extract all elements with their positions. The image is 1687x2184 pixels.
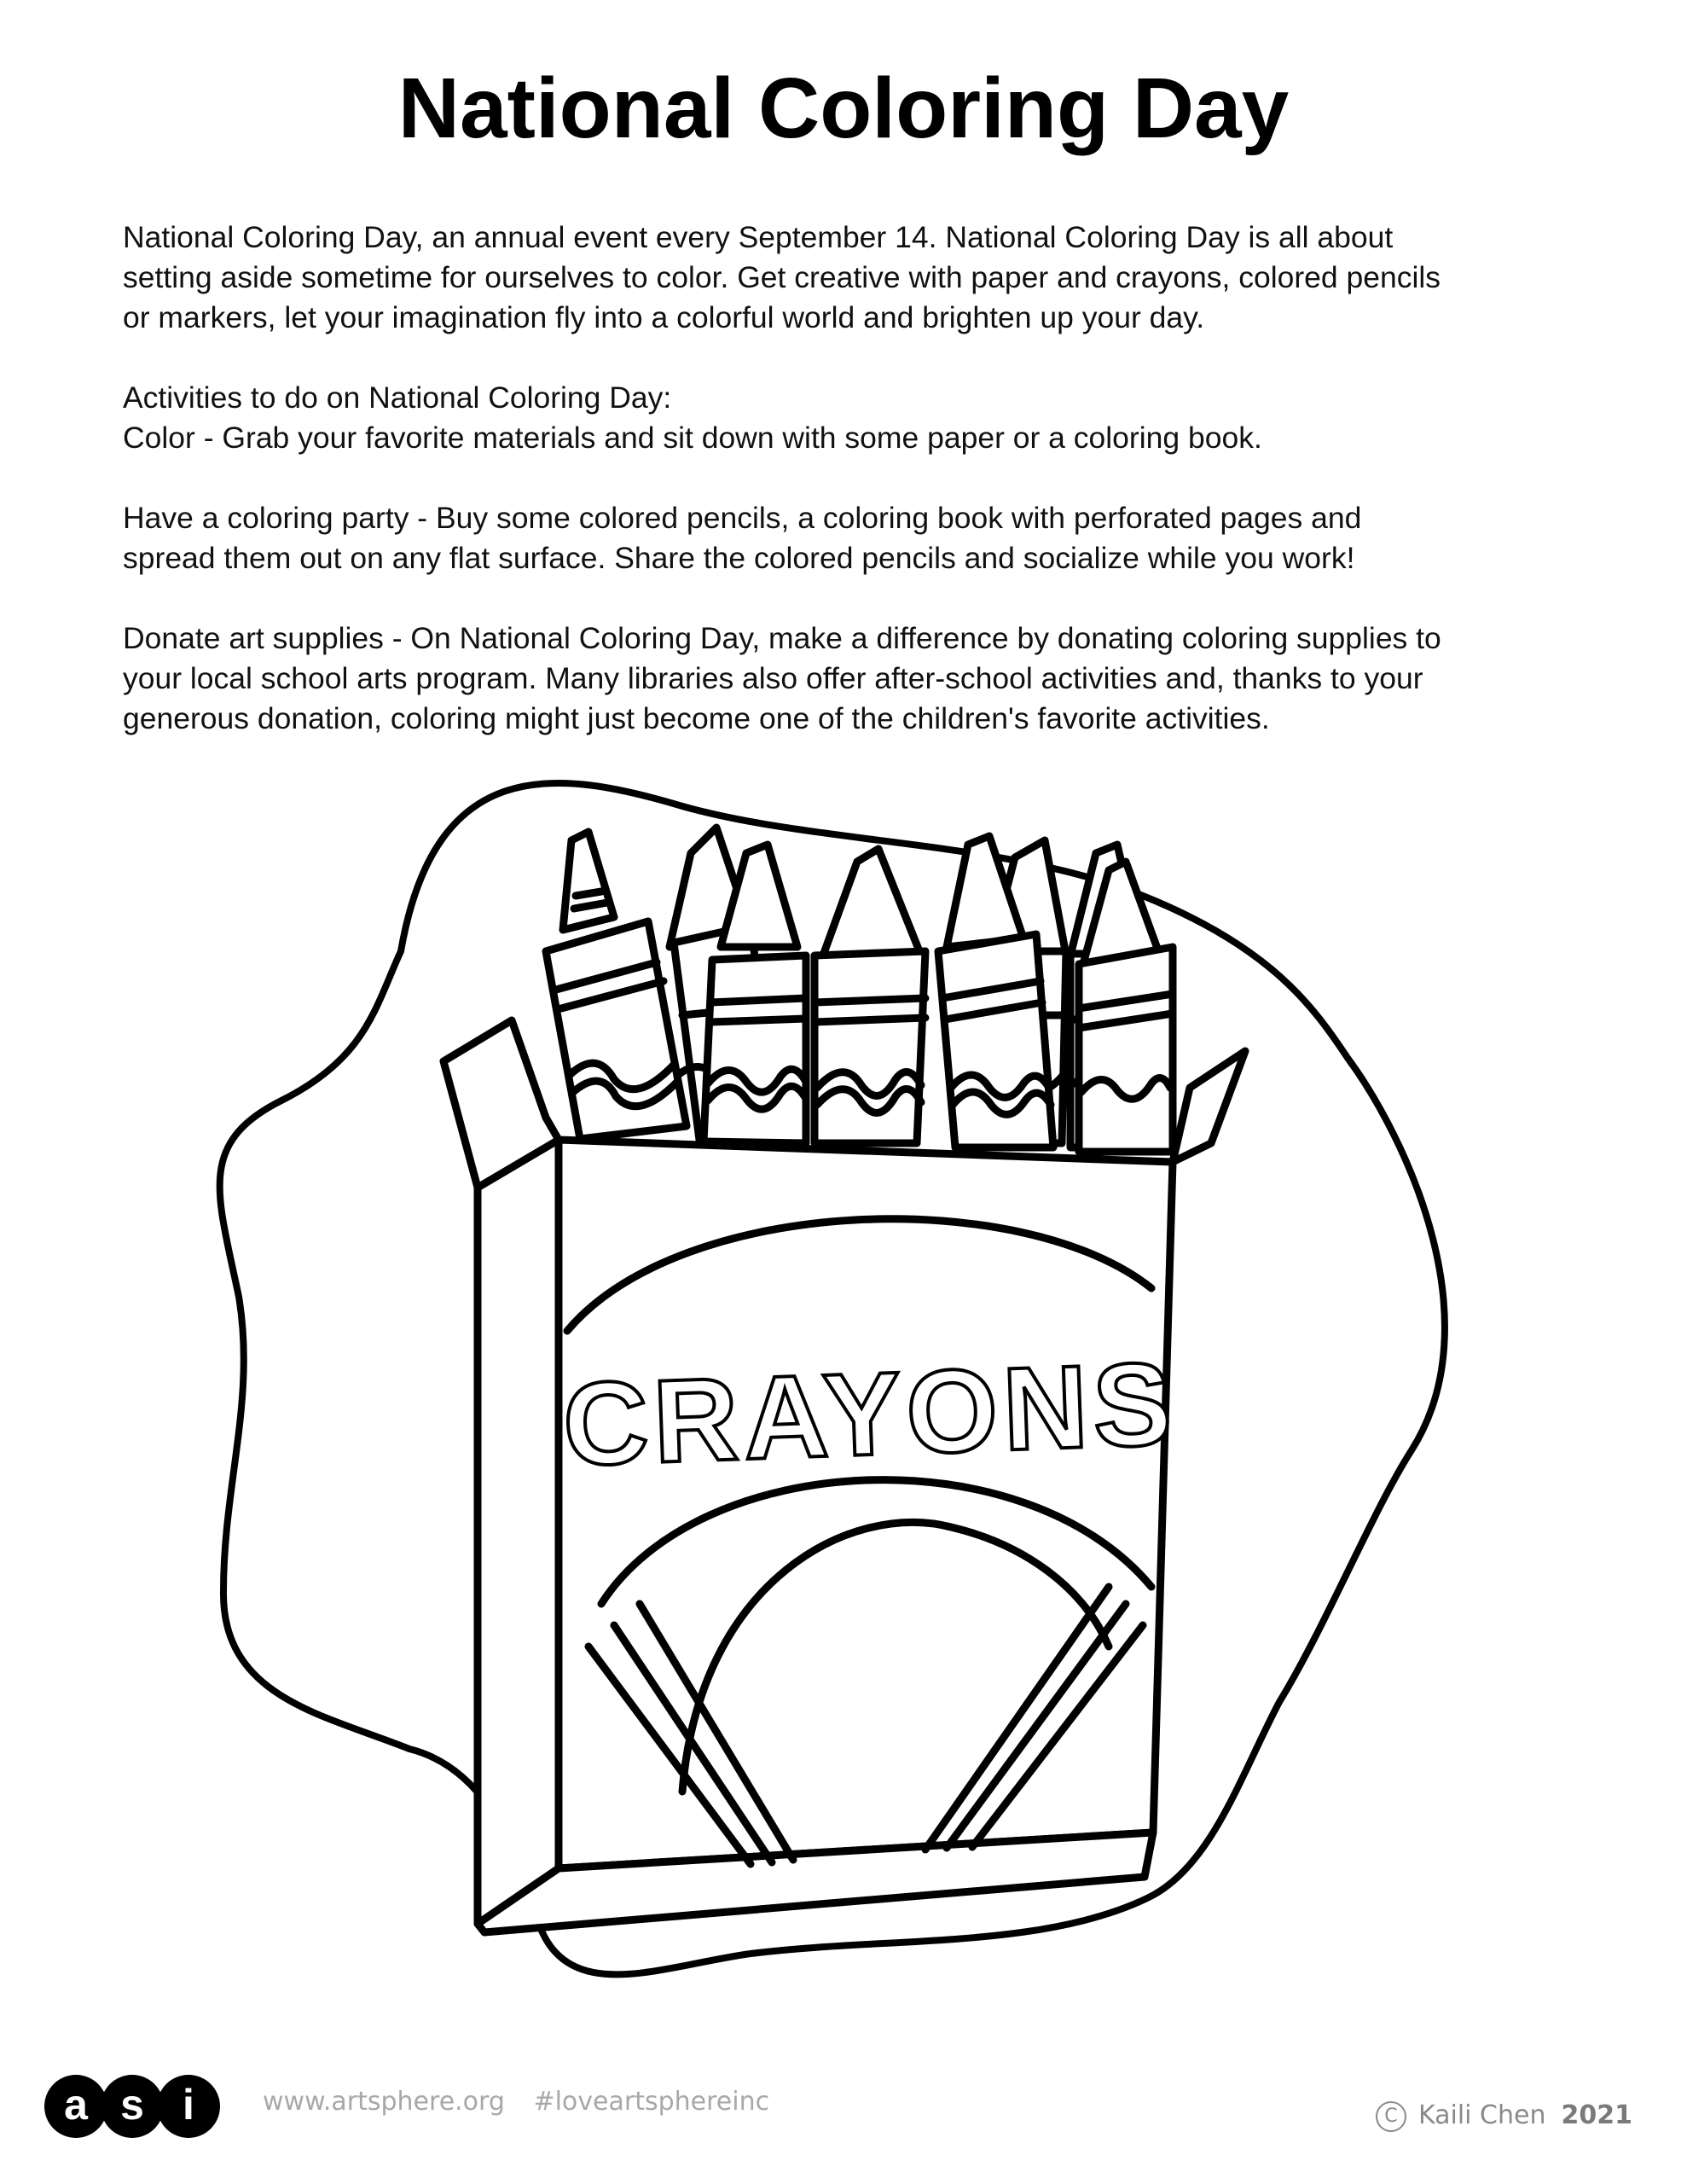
logo-letter: i <box>157 2075 220 2138</box>
credit-year: 2021 <box>1561 2100 1632 2130</box>
copyright-icon: C <box>1376 2101 1406 2132</box>
activity-color: Color - Grab your favorite materials and sit down with some paper or a coloring book. <box>123 421 1262 455</box>
author-credit <box>1376 2100 1632 2132</box>
box-label-text: CRAYONS <box>560 1338 1180 1491</box>
intro-line: or markers, let your imagination fly into a colorful world and brighten up your day. <box>123 300 1205 334</box>
asi-logo <box>44 2075 215 2145</box>
logo-letter: a <box>44 2075 107 2138</box>
activity-party-line: Have a coloring party - Buy some colored pencils, a coloring book with perforated pages and <box>123 501 1362 535</box>
author-name: Kaili Chen <box>1417 2100 1546 2130</box>
activity-donate-line: Donate art supplies - On National Coloring Day, make a difference by donating coloring supplies to <box>123 621 1441 655</box>
crayon <box>815 849 925 1143</box>
logo-letter: s <box>101 2075 164 2138</box>
hashtag: #loveartsphereinc <box>533 2087 770 2117</box>
article-body <box>123 218 1590 739</box>
activity-donate-line: generous donation, coloring might just become one of the children's favorite activities. <box>123 701 1270 735</box>
activity-donate-line: your local school arts program. Many libraries also offer after-school activities and, thanks to your <box>123 661 1423 695</box>
crayon <box>546 832 687 1139</box>
box-right-flap <box>1173 1051 1245 1162</box>
activities-heading: Activities to do on National Coloring Day: <box>123 380 672 415</box>
page-title: National Coloring Day <box>397 61 1290 156</box>
footer-links <box>263 2087 769 2117</box>
intro-line: setting aside sometime for ourselves to color. Get creative with paper and crayons, colored pencils <box>123 260 1441 294</box>
crayon-box-illustration <box>0 751 1687 2073</box>
box-side-panel <box>478 1140 559 1924</box>
intro-line: National Coloring Day, an annual event every September 14. National Coloring Day is all about <box>123 220 1394 254</box>
website-link[interactable]: www.artsphere.org <box>263 2087 505 2117</box>
activity-party-line: spread them out on any flat surface. Share the colored pencils and socialize while you work! <box>123 541 1355 575</box>
